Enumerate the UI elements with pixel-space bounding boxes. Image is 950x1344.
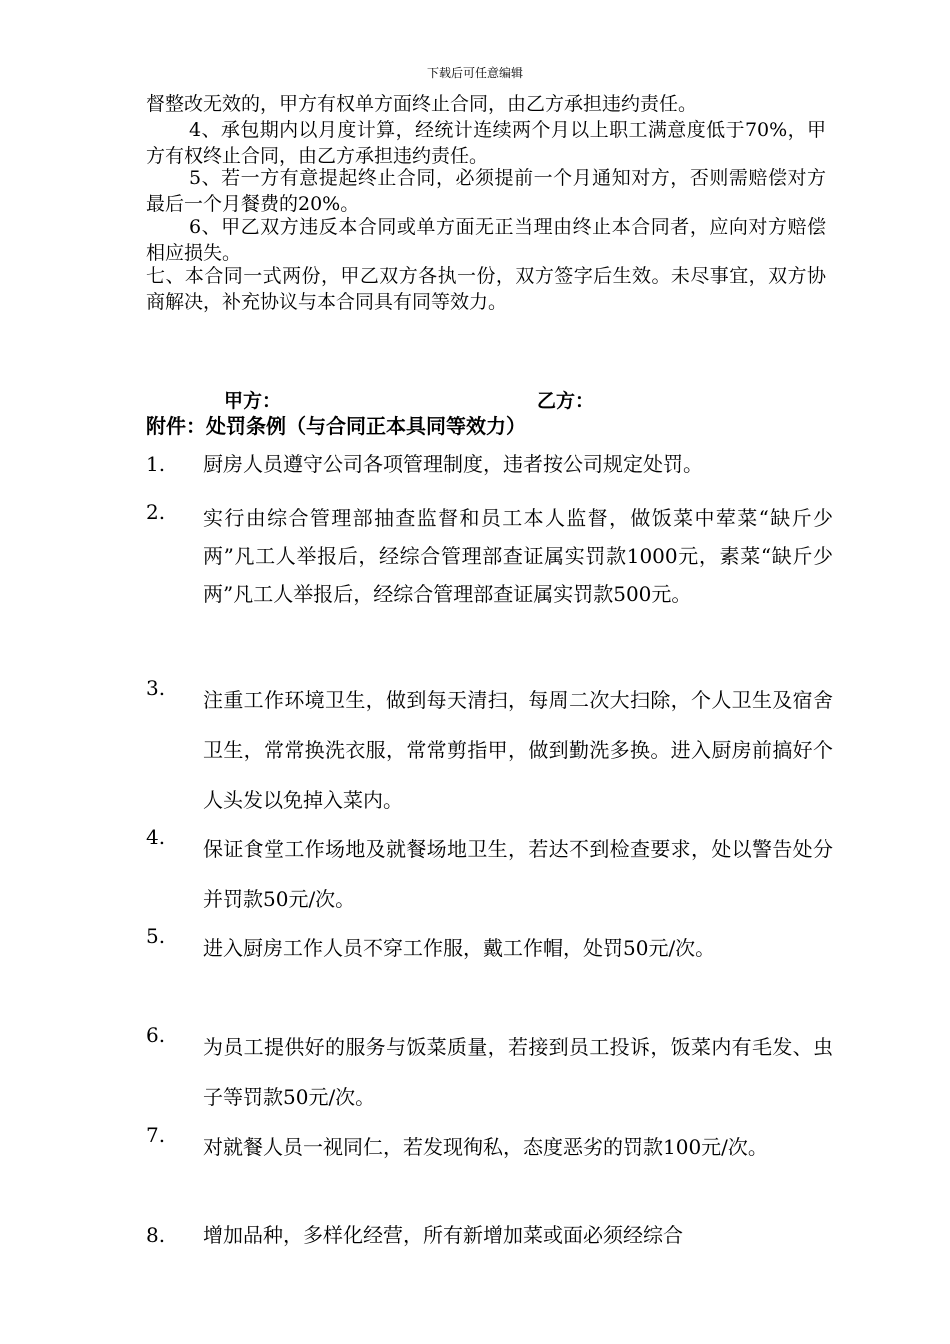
party-a-signature-label: 甲方：: [224, 390, 282, 412]
penalty-item-text: 注重工作环境卫生，做到每天清扫，每周二次大扫除，个人卫生及宿舍卫生，常常换洗衣服，常常剪指甲，做到勤洗多换。进入厨房前搞好个人头发以免掉入菜内。: [203, 688, 833, 812]
penalty-item-text: 实行由综合管理部抽查监督和员工本人监督，做饭菜中荤菜“缺斤少两”凡工人举报后，经综合管理部查证属实罚款1000元，素菜“缺斤少两”凡工人举报后，经综合管理部查证属实罚款500元。: [203, 506, 833, 606]
contract-paragraph-3: 5、若一方有意提起终止合同，必须提前一个月通知对方，否则需赔偿对方最后一个月餐费的20%。: [146, 167, 826, 215]
penalty-item-number: 1.: [146, 452, 166, 476]
contract-paragraph-2: 4、承包期内以月度计算，经统计连续两个月以上职工满意度低于70%，甲方有权终止合同，由乙方承担违约责任。: [146, 119, 826, 167]
party-b-signature-label: 乙方：: [537, 390, 595, 412]
penalty-item-text: 对就餐人员一视同仁，若发现徇私，态度恶劣的罚款100元/次。: [203, 1135, 768, 1159]
penalty-item-number: 2.: [146, 500, 166, 524]
attachment-title: 附件：处罚条例（与合同正本具同等效力）: [146, 414, 526, 438]
contract-paragraph-4: 6、甲乙双方违反本合同或单方面无正当理由终止本合同者，应向对方赔偿相应损失。: [146, 216, 826, 264]
contract-paragraph-1: 督整改无效的，甲方有权单方面终止合同，由乙方承担违约责任。: [146, 93, 698, 115]
penalty-item-text: 厨房人员遵守公司各项管理制度，违者按公司规定处罚。: [203, 452, 703, 476]
penalty-item-text: 为员工提供好的服务与饭菜质量，若接到员工投诉，饭菜内有毛发、虫子等罚款50元/次。: [203, 1035, 833, 1109]
penalty-item-number: 4.: [146, 825, 166, 849]
penalty-item-number: 7.: [146, 1123, 166, 1147]
penalty-item-number: 3.: [146, 676, 166, 700]
penalty-item-text: 进入厨房工作人员不穿工作服，戴工作帽，处罚50元/次。: [203, 936, 716, 960]
page-header: 下载后可任意编辑: [426, 66, 523, 80]
contract-paragraph-5: 七、本合同一式两份，甲乙双方各执一份，双方签字后生效。未尽事宜，双方协商解决，补充协议与本合同具有同等效力。: [146, 265, 826, 313]
penalty-item-number: 8.: [146, 1223, 166, 1247]
penalty-item-number: 5.: [146, 924, 166, 948]
penalty-item-text: 保证食堂工作场地及就餐场地卫生，若达不到检查要求，处以警告处分并罚款50元/次。: [203, 837, 833, 911]
penalty-item-text: 增加品种，多样化经营，所有新增加菜或面必须经综合: [203, 1223, 683, 1247]
penalty-item-number: 6.: [146, 1023, 166, 1047]
